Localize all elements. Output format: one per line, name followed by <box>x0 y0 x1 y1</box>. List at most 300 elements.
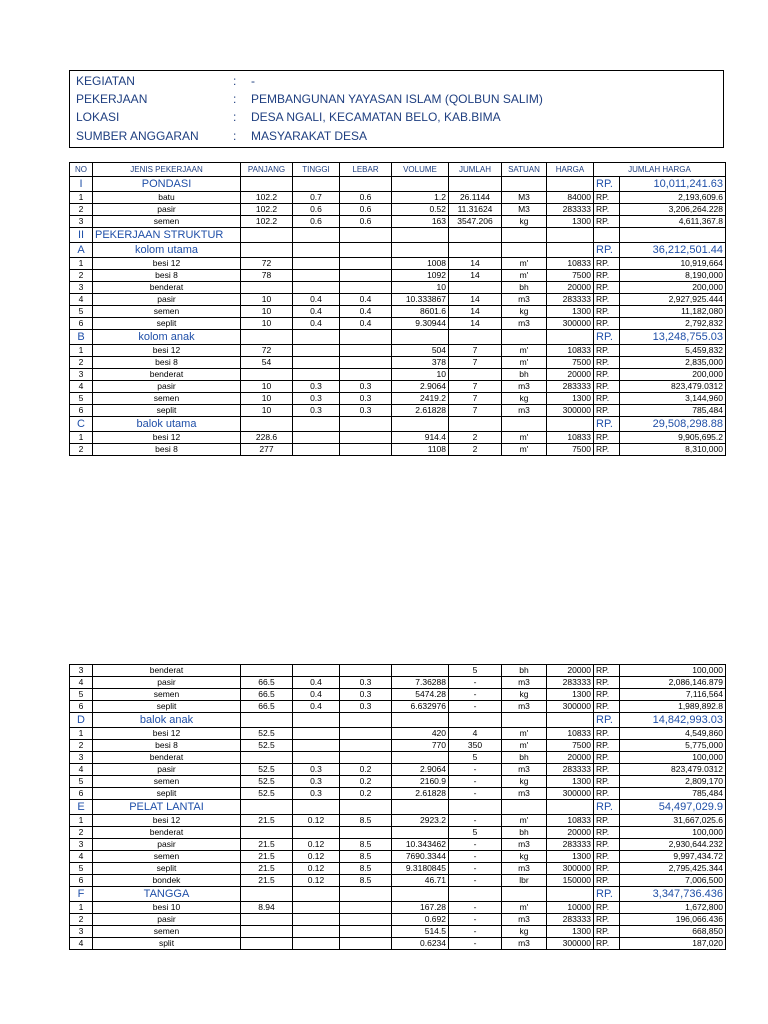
empty-cell <box>241 713 293 728</box>
section-currency <box>594 228 620 243</box>
harga-cell: 283333 <box>547 381 594 393</box>
lebar-cell: 0.6 <box>340 192 392 204</box>
empty-cell <box>293 417 340 432</box>
item-number: 3 <box>70 369 93 381</box>
tinggi-cell <box>293 258 340 270</box>
satuan-cell: m' <box>502 357 547 369</box>
empty-cell <box>293 887 340 902</box>
tinggi-cell: 0.7 <box>293 192 340 204</box>
item-number: 3 <box>70 752 93 764</box>
table-row <box>70 752 726 764</box>
satuan-cell: kg <box>502 216 547 228</box>
table-row <box>70 270 726 282</box>
harga-cell: 283333 <box>547 764 594 776</box>
table-row <box>70 393 726 405</box>
jumlah-harga-cell: 10,919,664 <box>620 258 726 270</box>
tinggi-cell: 0.3 <box>293 788 340 800</box>
empty-cell <box>547 228 594 243</box>
lebar-cell <box>340 926 392 938</box>
table-row <box>70 728 726 740</box>
harga-cell: 1300 <box>547 216 594 228</box>
jumlah-harga-cell: 9,997,434.72 <box>620 851 726 863</box>
satuan-cell: m3 <box>502 863 547 875</box>
harga-cell: 300000 <box>547 788 594 800</box>
empty-cell <box>241 330 293 345</box>
header-volume: VOLUME <box>392 163 449 177</box>
empty-cell <box>293 330 340 345</box>
tinggi-cell <box>293 752 340 764</box>
item-name: semen <box>93 216 241 228</box>
volume-cell: 10.333867 <box>392 294 449 306</box>
item-name: benderat <box>93 369 241 381</box>
table-row <box>70 875 726 887</box>
lebar-cell: 0.2 <box>340 788 392 800</box>
tinggi-cell <box>293 369 340 381</box>
panjang-cell: 21.5 <box>241 815 293 827</box>
volume-cell: 10.343462 <box>392 839 449 851</box>
tinggi-cell: 0.12 <box>293 851 340 863</box>
jumlah-cell: 7 <box>449 381 502 393</box>
section-total: 29,508,298.88 <box>620 417 726 432</box>
panjang-cell: 78 <box>241 270 293 282</box>
satuan-cell: m' <box>502 902 547 914</box>
jumlah-cell: 5 <box>449 827 502 839</box>
section-number: I <box>70 177 93 192</box>
empty-cell <box>502 713 547 728</box>
empty-cell <box>241 887 293 902</box>
section-number: C <box>70 417 93 432</box>
jumlah-harga-cell: 2,927,925.444 <box>620 294 726 306</box>
item-name: besi 12 <box>93 815 241 827</box>
tinggi-cell <box>293 345 340 357</box>
volume-cell: 7.36288 <box>392 677 449 689</box>
jumlah-harga-cell: 196,066.436 <box>620 914 726 926</box>
harga-cell: 300000 <box>547 405 594 417</box>
empty-cell <box>340 177 392 192</box>
panjang-cell: 72 <box>241 345 293 357</box>
empty-cell <box>340 800 392 815</box>
currency-cell: RP. <box>594 863 620 875</box>
currency-cell: RP. <box>594 752 620 764</box>
harga-cell: 10833 <box>547 345 594 357</box>
lebar-cell: 0.3 <box>340 701 392 713</box>
lebar-cell <box>340 282 392 294</box>
currency-cell: RP. <box>594 788 620 800</box>
jumlah-harga-cell: 8,190,000 <box>620 270 726 282</box>
jumlah-cell: - <box>449 677 502 689</box>
section-total: 36,212,501.44 <box>620 243 726 258</box>
info-value: PEMBANGUNAN YAYASAN ISLAM (QOLBUN SALIM) <box>251 92 543 106</box>
section-title: kolom utama <box>93 243 241 258</box>
jumlah-cell: - <box>449 938 502 950</box>
item-number: 5 <box>70 306 93 318</box>
jumlah-cell: 2 <box>449 432 502 444</box>
lebar-cell: 8.5 <box>340 851 392 863</box>
tinggi-cell <box>293 728 340 740</box>
empty-cell <box>392 887 449 902</box>
item-name: pasir <box>93 839 241 851</box>
section-row <box>70 887 726 902</box>
satuan-cell: bh <box>502 665 547 677</box>
volume-cell: 0.52 <box>392 204 449 216</box>
harga-cell: 10833 <box>547 815 594 827</box>
panjang-cell: 21.5 <box>241 875 293 887</box>
item-name: semen <box>93 393 241 405</box>
section-currency: RP. <box>594 800 620 815</box>
item-number: 3 <box>70 926 93 938</box>
harga-cell: 300000 <box>547 318 594 330</box>
panjang-cell: 228.6 <box>241 432 293 444</box>
volume-cell: 504 <box>392 345 449 357</box>
tinggi-cell <box>293 282 340 294</box>
table-row <box>70 665 726 677</box>
section-number: D <box>70 713 93 728</box>
section-total: 3,347,736.436 <box>620 887 726 902</box>
jumlah-harga-cell: 4,611,367.8 <box>620 216 726 228</box>
currency-cell: RP. <box>594 432 620 444</box>
empty-cell <box>340 330 392 345</box>
empty-cell <box>547 713 594 728</box>
tinggi-cell: 0.4 <box>293 318 340 330</box>
item-number: 2 <box>70 740 93 752</box>
lebar-cell: 8.5 <box>340 863 392 875</box>
item-name: benderat <box>93 752 241 764</box>
item-name: semen <box>93 689 241 701</box>
satuan-cell: m3 <box>502 839 547 851</box>
satuan-cell: bh <box>502 827 547 839</box>
section-currency: RP. <box>594 887 620 902</box>
section-title: balok utama <box>93 417 241 432</box>
currency-cell: RP. <box>594 216 620 228</box>
empty-cell <box>547 417 594 432</box>
item-number: 5 <box>70 863 93 875</box>
satuan-cell: bh <box>502 369 547 381</box>
currency-cell: RP. <box>594 369 620 381</box>
table-row <box>70 258 726 270</box>
satuan-cell: m3 <box>502 788 547 800</box>
header-jenis-pekerjaan: JENIS PEKERJAAN <box>93 163 241 177</box>
volume-cell: 514.5 <box>392 926 449 938</box>
empty-cell <box>449 713 502 728</box>
info-value: - <box>251 74 255 88</box>
lebar-cell: 0.6 <box>340 216 392 228</box>
empty-cell <box>392 713 449 728</box>
harga-cell: 20000 <box>547 282 594 294</box>
section-number: B <box>70 330 93 345</box>
lebar-cell <box>340 432 392 444</box>
empty-cell <box>392 417 449 432</box>
currency-cell: RP. <box>594 306 620 318</box>
item-name: besi 8 <box>93 270 241 282</box>
section-title: TANGGA <box>93 887 241 902</box>
jumlah-cell: 4 <box>449 728 502 740</box>
harga-cell: 20000 <box>547 752 594 764</box>
empty-cell <box>392 800 449 815</box>
volume-cell: 8601.6 <box>392 306 449 318</box>
empty-cell <box>502 177 547 192</box>
item-name: pasir <box>93 294 241 306</box>
satuan-cell: m3 <box>502 914 547 926</box>
currency-cell: RP. <box>594 258 620 270</box>
jumlah-harga-cell: 200,000 <box>620 282 726 294</box>
header-tinggi: TINGGI <box>293 163 340 177</box>
item-number: 3 <box>70 282 93 294</box>
empty-cell <box>449 887 502 902</box>
jumlah-cell: - <box>449 839 502 851</box>
jumlah-cell: - <box>449 815 502 827</box>
harga-cell: 7500 <box>547 270 594 282</box>
project-info-box <box>69 70 724 148</box>
item-number: 4 <box>70 764 93 776</box>
info-value: DESA NGALI, KECAMATAN BELO, KAB.BIMA <box>251 110 501 124</box>
jumlah-harga-cell: 3,206,264.228 <box>620 204 726 216</box>
section-total: 14,842,993.03 <box>620 713 726 728</box>
harga-cell: 10833 <box>547 728 594 740</box>
currency-cell: RP. <box>594 282 620 294</box>
satuan-cell: m3 <box>502 405 547 417</box>
empty-cell <box>392 243 449 258</box>
panjang-cell: 21.5 <box>241 839 293 851</box>
section-total: 13,248,755.03 <box>620 330 726 345</box>
info-label: LOKASI <box>76 110 120 124</box>
jumlah-harga-cell: 823,479.0312 <box>620 381 726 393</box>
section-currency: RP. <box>594 330 620 345</box>
currency-cell: RP. <box>594 381 620 393</box>
satuan-cell: m3 <box>502 701 547 713</box>
table-row <box>70 689 726 701</box>
panjang-cell: 102.2 <box>241 216 293 228</box>
jumlah-cell: - <box>449 926 502 938</box>
harga-cell: 300000 <box>547 701 594 713</box>
table-row <box>70 863 726 875</box>
table-row <box>70 914 726 926</box>
jumlah-cell: - <box>449 776 502 788</box>
item-name: semen <box>93 926 241 938</box>
table-row <box>70 318 726 330</box>
item-number: 1 <box>70 432 93 444</box>
section-row <box>70 713 726 728</box>
volume-cell: 0.692 <box>392 914 449 926</box>
lebar-cell <box>340 369 392 381</box>
tinggi-cell <box>293 665 340 677</box>
jumlah-harga-cell: 2,795,425.344 <box>620 863 726 875</box>
section-title: balok anak <box>93 713 241 728</box>
satuan-cell: kg <box>502 851 547 863</box>
currency-cell: RP. <box>594 318 620 330</box>
table-row <box>70 357 726 369</box>
empty-cell <box>502 417 547 432</box>
table-row <box>70 432 726 444</box>
section-title: kolom anak <box>93 330 241 345</box>
jumlah-harga-cell: 823,479.0312 <box>620 764 726 776</box>
lebar-cell: 0.2 <box>340 776 392 788</box>
item-number: 2 <box>70 444 93 456</box>
jumlah-harga-cell: 2,086,146.879 <box>620 677 726 689</box>
empty-cell <box>241 417 293 432</box>
lebar-cell <box>340 902 392 914</box>
cost-table-page-1 <box>69 162 726 456</box>
volume-cell: 2.61828 <box>392 788 449 800</box>
header-jumlah-harga: JUMLAH HARGA <box>594 163 726 177</box>
tinggi-cell: 0.12 <box>293 875 340 887</box>
empty-cell <box>241 800 293 815</box>
volume-cell <box>392 665 449 677</box>
volume-cell: 2160.9 <box>392 776 449 788</box>
tinggi-cell: 0.6 <box>293 204 340 216</box>
satuan-cell: kg <box>502 393 547 405</box>
jumlah-harga-cell: 785,484 <box>620 405 726 417</box>
volume-cell: 2.9064 <box>392 381 449 393</box>
currency-cell: RP. <box>594 875 620 887</box>
item-name: benderat <box>93 827 241 839</box>
empty-cell <box>449 243 502 258</box>
table-row <box>70 192 726 204</box>
table-row <box>70 815 726 827</box>
jumlah-harga-cell: 5,775,000 <box>620 740 726 752</box>
volume-cell: 2419.2 <box>392 393 449 405</box>
jumlah-cell: - <box>449 701 502 713</box>
item-name: seplit <box>93 701 241 713</box>
empty-cell <box>502 330 547 345</box>
item-name: seplit <box>93 405 241 417</box>
harga-cell: 1300 <box>547 851 594 863</box>
currency-cell: RP. <box>594 665 620 677</box>
item-number: 6 <box>70 405 93 417</box>
table-row <box>70 216 726 228</box>
harga-cell: 84000 <box>547 192 594 204</box>
empty-cell <box>340 417 392 432</box>
item-name: pasir <box>93 381 241 393</box>
currency-cell: RP. <box>594 776 620 788</box>
table-row <box>70 902 726 914</box>
lebar-cell <box>340 827 392 839</box>
harga-cell: 20000 <box>547 827 594 839</box>
jumlah-cell: - <box>449 863 502 875</box>
table-row <box>70 788 726 800</box>
table-row <box>70 938 726 950</box>
panjang-cell: 10 <box>241 393 293 405</box>
harga-cell: 283333 <box>547 914 594 926</box>
jumlah-cell: 14 <box>449 258 502 270</box>
currency-cell: RP. <box>594 740 620 752</box>
item-number: 1 <box>70 258 93 270</box>
info-label: SUMBER ANGGARAN <box>76 129 199 143</box>
jumlah-harga-cell: 668,850 <box>620 926 726 938</box>
volume-cell: 10 <box>392 282 449 294</box>
item-name: semen <box>93 776 241 788</box>
jumlah-cell: - <box>449 764 502 776</box>
volume-cell: 2.9064 <box>392 764 449 776</box>
table-row <box>70 405 726 417</box>
harga-cell: 10833 <box>547 432 594 444</box>
tinggi-cell <box>293 357 340 369</box>
jumlah-harga-cell: 785,484 <box>620 788 726 800</box>
table-row <box>70 677 726 689</box>
item-number: 3 <box>70 216 93 228</box>
panjang-cell <box>241 752 293 764</box>
item-number: 5 <box>70 776 93 788</box>
empty-cell <box>547 330 594 345</box>
panjang-cell: 72 <box>241 258 293 270</box>
jumlah-harga-cell: 9,905,695.2 <box>620 432 726 444</box>
panjang-cell: 66.5 <box>241 689 293 701</box>
jumlah-cell: 7 <box>449 393 502 405</box>
tinggi-cell: 0.4 <box>293 689 340 701</box>
empty-cell <box>293 800 340 815</box>
satuan-cell: m' <box>502 728 547 740</box>
lebar-cell: 0.3 <box>340 381 392 393</box>
harga-cell: 300000 <box>547 938 594 950</box>
section-total: 54,497,029.9 <box>620 800 726 815</box>
header-harga: HARGA <box>547 163 594 177</box>
harga-cell: 10833 <box>547 258 594 270</box>
tinggi-cell: 0.3 <box>293 776 340 788</box>
panjang-cell <box>241 665 293 677</box>
tinggi-cell: 0.3 <box>293 381 340 393</box>
lebar-cell <box>340 258 392 270</box>
jumlah-harga-cell: 2,835,000 <box>620 357 726 369</box>
harga-cell: 283333 <box>547 204 594 216</box>
harga-cell: 1300 <box>547 776 594 788</box>
lebar-cell <box>340 665 392 677</box>
empty-cell <box>241 228 293 243</box>
panjang-cell <box>241 827 293 839</box>
info-label: KEGIATAN <box>76 74 135 88</box>
satuan-cell: bh <box>502 752 547 764</box>
table-row <box>70 740 726 752</box>
empty-cell <box>293 713 340 728</box>
satuan-cell: kg <box>502 306 547 318</box>
jumlah-cell: 26.1144 <box>449 192 502 204</box>
lebar-cell <box>340 914 392 926</box>
item-name: split <box>93 938 241 950</box>
panjang-cell: 52.5 <box>241 740 293 752</box>
empty-cell <box>293 228 340 243</box>
panjang-cell <box>241 282 293 294</box>
tinggi-cell: 0.4 <box>293 306 340 318</box>
jumlah-harga-cell: 1,989,892.8 <box>620 701 726 713</box>
item-number: 1 <box>70 815 93 827</box>
tinggi-cell <box>293 902 340 914</box>
item-number: 2 <box>70 357 93 369</box>
currency-cell: RP. <box>594 827 620 839</box>
jumlah-harga-cell: 11,182,080 <box>620 306 726 318</box>
section-row <box>70 228 726 243</box>
item-name: bondek <box>93 875 241 887</box>
harga-cell: 1300 <box>547 926 594 938</box>
volume-cell <box>392 752 449 764</box>
section-currency: RP. <box>594 177 620 192</box>
section-number: II <box>70 228 93 243</box>
lebar-cell: 0.3 <box>340 405 392 417</box>
item-number: 3 <box>70 839 93 851</box>
tinggi-cell: 0.3 <box>293 393 340 405</box>
jumlah-cell <box>449 369 502 381</box>
jumlah-harga-cell: 2,809,170 <box>620 776 726 788</box>
satuan-cell: kg <box>502 689 547 701</box>
panjang-cell: 10 <box>241 294 293 306</box>
panjang-cell <box>241 938 293 950</box>
empty-cell <box>502 228 547 243</box>
panjang-cell: 52.5 <box>241 776 293 788</box>
table-row <box>70 444 726 456</box>
currency-cell: RP. <box>594 938 620 950</box>
panjang-cell: 54 <box>241 357 293 369</box>
satuan-cell: m' <box>502 345 547 357</box>
section-number: E <box>70 800 93 815</box>
info-colon: : <box>233 74 237 88</box>
lebar-cell <box>340 444 392 456</box>
